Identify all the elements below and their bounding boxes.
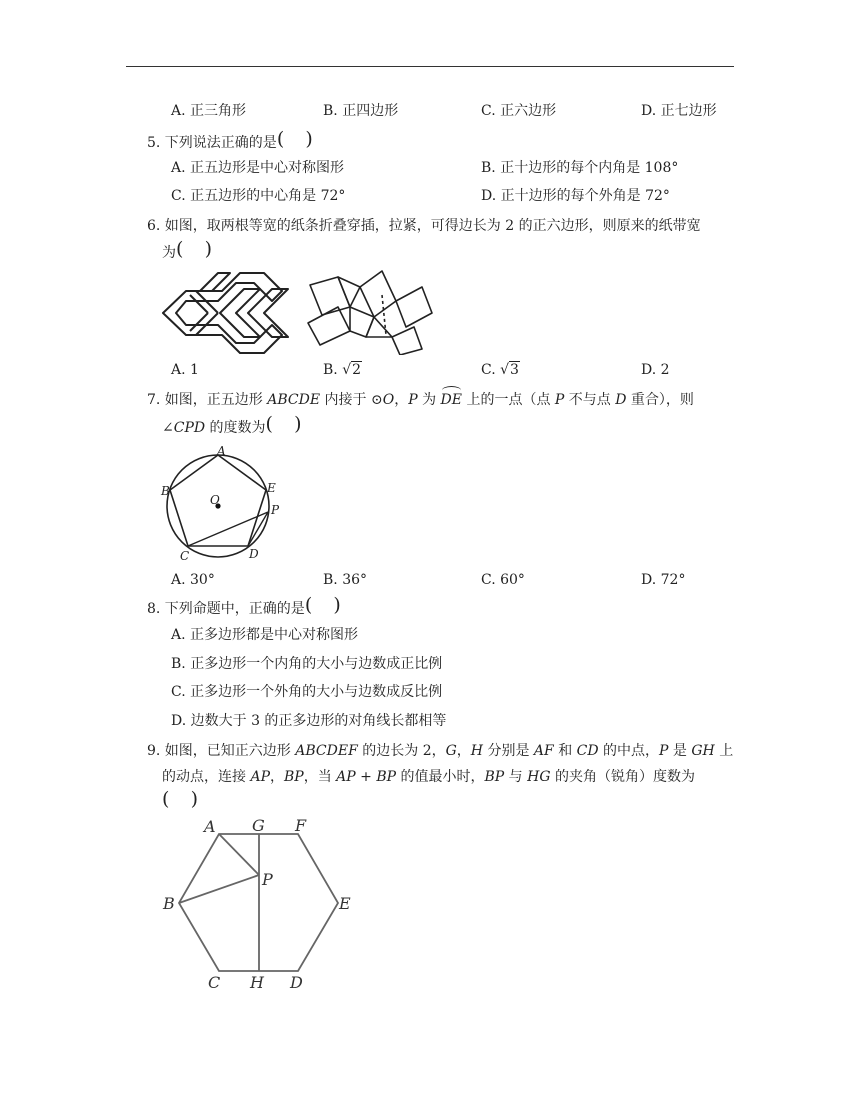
- q7-option-b: B. 36°: [323, 572, 368, 588]
- q5-option-d: D. 正十边形的每个外角是 72°: [481, 188, 670, 204]
- q6-option-b: B. √2: [323, 362, 362, 378]
- answer-paren: [305, 599, 341, 615]
- q4-option-c: C. 正六边形: [481, 103, 557, 119]
- q9-stem-line1: 9. 如图，已知正六边形 ABCDEF 的边长为 2，G，H 分别是 AF 和 CD 的中点，P 是 GH 上: [147, 743, 734, 759]
- answer-paren: [266, 418, 302, 434]
- q8-option-c: C. 正多边形一个外角的大小与边数成反比例: [171, 684, 443, 700]
- answer-paren: [162, 793, 198, 809]
- label-a: A: [204, 817, 216, 836]
- q7-stem-line2: ∠CPD 的度数为( ): [162, 418, 302, 437]
- q8-stem: 8. 下列命题中，正确的是( ): [147, 599, 341, 618]
- q9-answer-line: [162, 793, 198, 812]
- q5-option-c: C. 正五边形的中心角是 72°: [171, 188, 346, 204]
- q4-option-d: D. 正七边形: [641, 103, 717, 119]
- q7-option-d: D. 72°: [641, 572, 686, 588]
- q9-stem-line2: 的动点，连接 AP，BP，当 AP + BP 的值最小时，BP 与 HG 的夹角（锐角）度数为: [162, 769, 695, 785]
- q5-stem: 5. 下列说法正确的是( ): [147, 133, 313, 152]
- q6-paper-strip-figure: [160, 265, 435, 355]
- q7-option-c: C. 60°: [481, 572, 525, 588]
- label-e: E: [339, 894, 351, 913]
- q7-pentagon-figure: [155, 440, 295, 568]
- label-g: G: [252, 816, 265, 835]
- q6-stem-line1: 6. 如图，取两根等宽的纸条折叠穿插，拉紧，可得边长为 2 的正六边形，则原来的纸带宽: [147, 218, 701, 234]
- label-e: E: [267, 481, 276, 495]
- q6-option-d: D. 2: [641, 362, 670, 378]
- q7-stem-line1: 7. 如图，正五边形 ABCDE 内接于 ⊙O，P 为 DE 上的一点（点 P 不与点 D 重合），则: [147, 391, 694, 409]
- label-c: C: [180, 549, 190, 563]
- q4-option-b: B. 正四边形: [323, 103, 399, 119]
- label-a: A: [217, 444, 226, 458]
- q6-option-a: A. 1: [171, 362, 199, 378]
- arc-de: DE: [441, 392, 462, 408]
- q4-option-a: A. 正三角形: [171, 103, 247, 119]
- label-d: D: [249, 547, 259, 561]
- answer-paren: [277, 133, 313, 149]
- q5-option-a: A. 正五边形是中心对称图形: [171, 160, 345, 176]
- q9-hexagon-figure: [158, 812, 358, 992]
- q8-option-d: D. 边数大于 3 的正多边形的对角线长都相等: [171, 713, 447, 729]
- q5-option-b: B. 正十边形的每个内角是 108°: [481, 160, 679, 176]
- q6-stem-line2: 为( ): [162, 243, 212, 262]
- q8-option-b: B. 正多边形一个内角的大小与边数成正比例: [171, 656, 443, 672]
- label-o: O: [210, 493, 220, 507]
- woven-knot-figure: [163, 273, 288, 353]
- label-c: C: [208, 973, 221, 992]
- label-p: P: [262, 870, 273, 889]
- q6-option-c: C. √3: [481, 362, 519, 378]
- q7-option-a: A. 30°: [171, 572, 215, 588]
- label-d: D: [290, 973, 303, 992]
- label-p: P: [271, 503, 280, 517]
- label-b: B: [161, 484, 170, 498]
- label-b: B: [163, 894, 175, 913]
- answer-paren: [176, 243, 212, 259]
- label-f: F: [295, 816, 307, 835]
- label-h: H: [250, 973, 264, 992]
- header-rule: [126, 66, 734, 67]
- unfolded-strips-figure: [308, 271, 432, 355]
- q8-option-a: A. 正多边形都是中心对称图形: [171, 627, 359, 643]
